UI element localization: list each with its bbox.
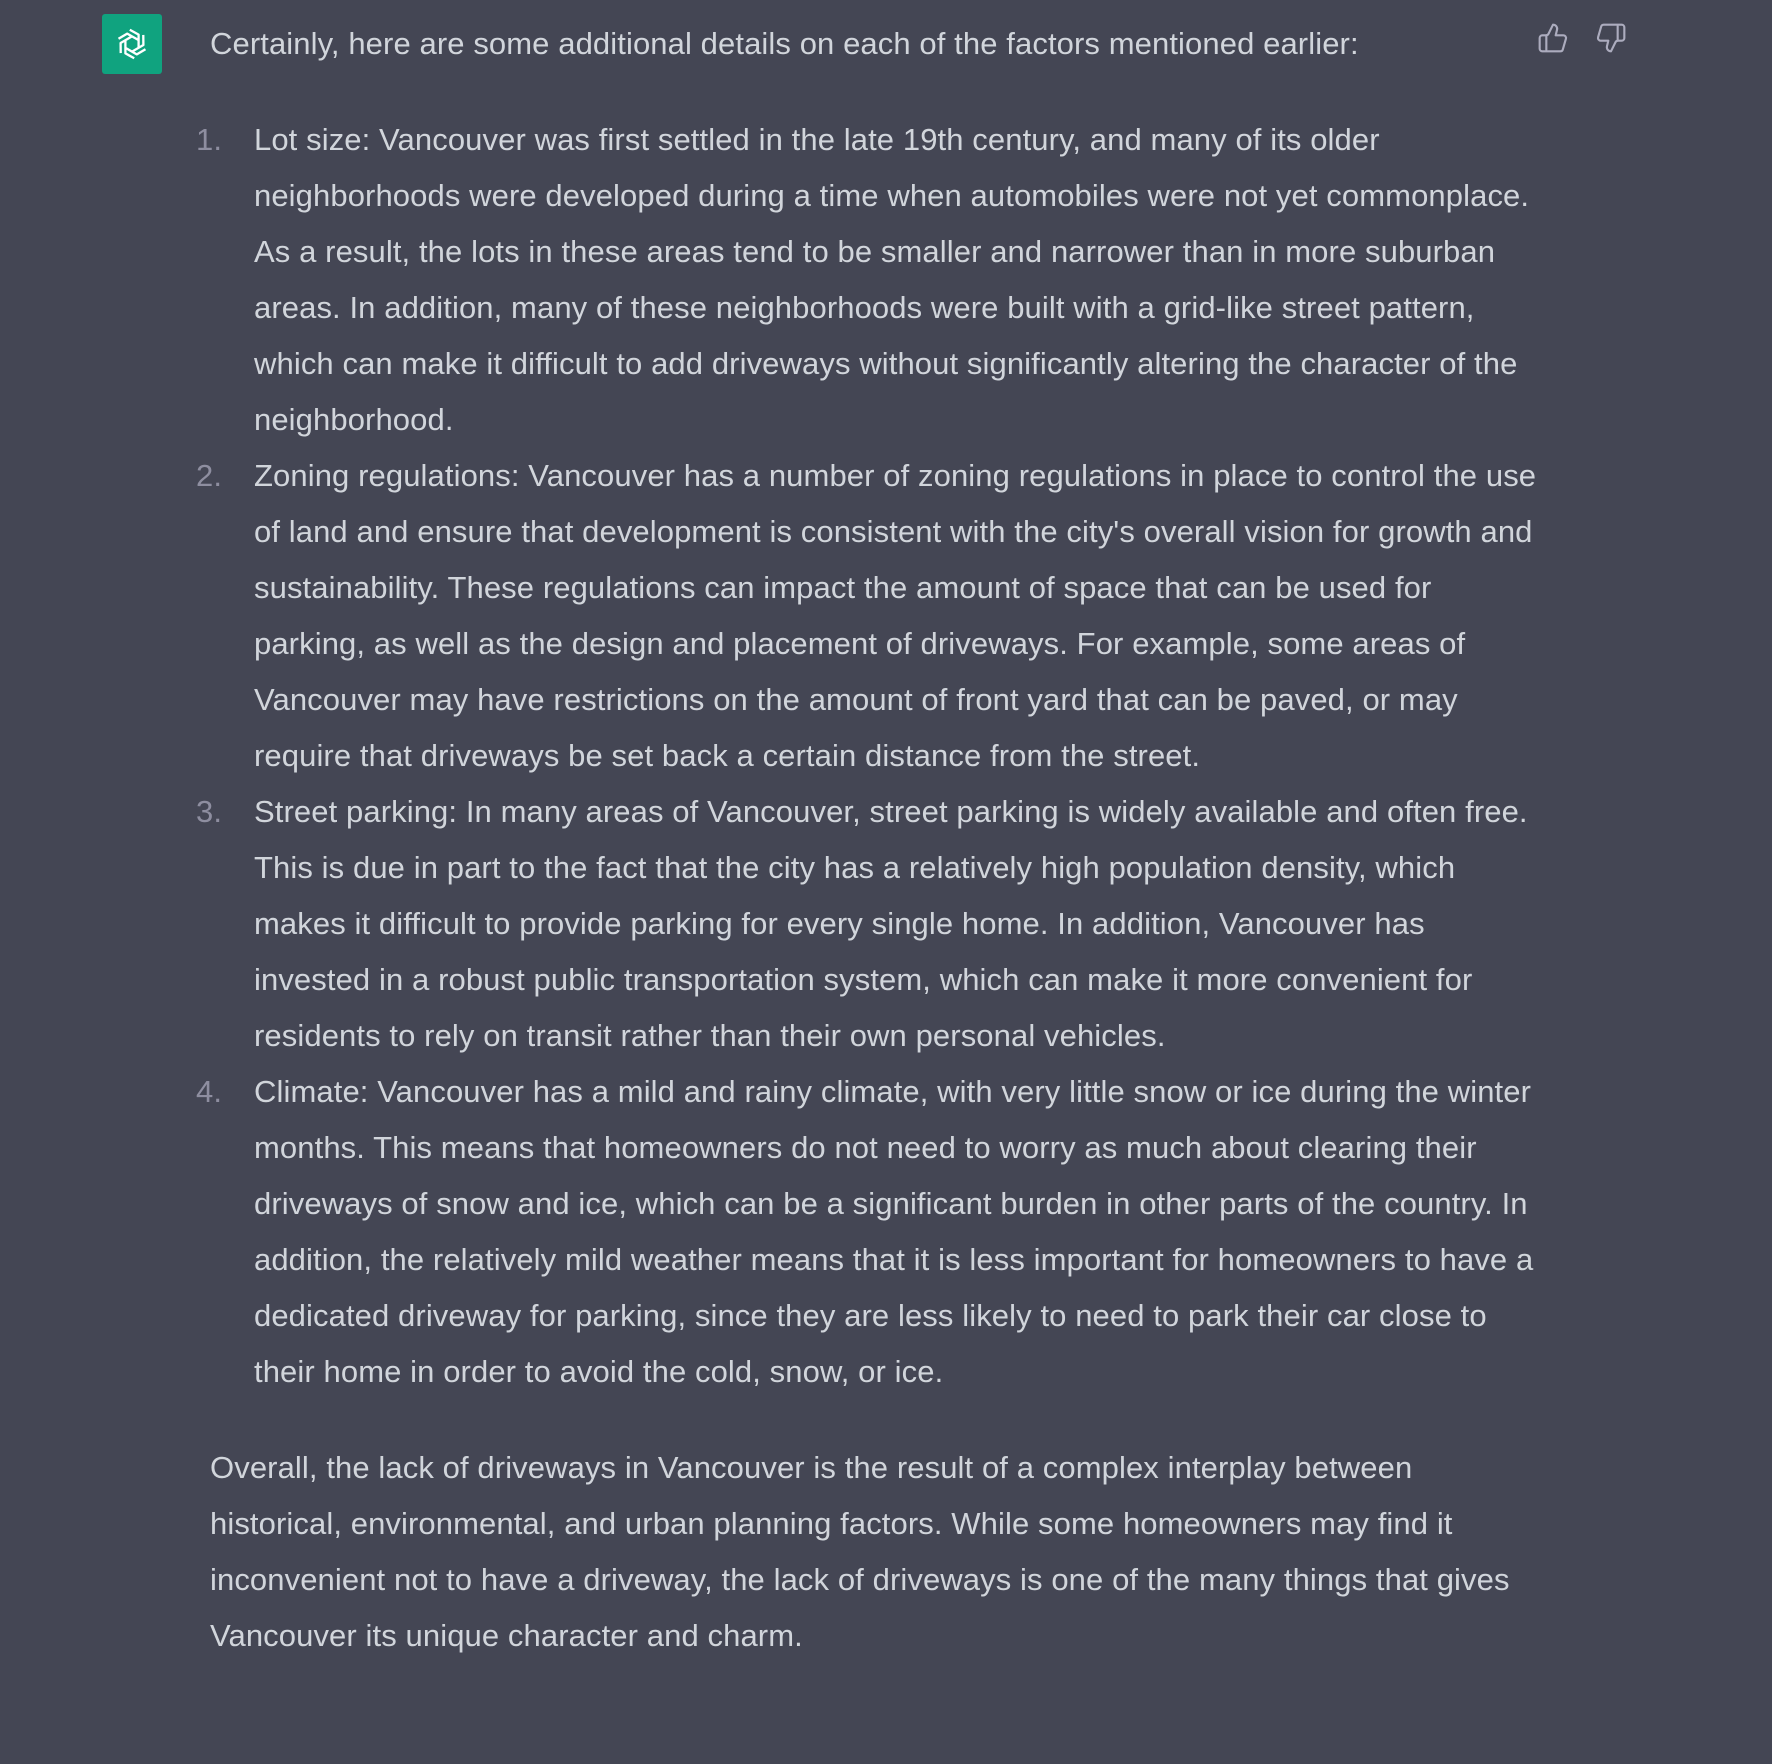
list-item (196, 784, 1540, 1064)
thumbs-down-icon (1595, 22, 1627, 54)
list-item-text: Street parking: In many areas of Vancouver, street parking is widely available and often free. This is due in part to the fact that the city has a relatively high population density, which makes it difficult to provide parking for every single home. In addition, Vancouver has invested in a robust public transportation system, which can make it more convenient for residents to rely on transit rather than their own personal vehicles. (254, 794, 1528, 1053)
list-item-number: 3. (196, 794, 223, 829)
list-item (196, 448, 1540, 784)
feedback-buttons (1536, 20, 1628, 56)
list-item-number: 4. (196, 1074, 223, 1109)
list-item-number: 1. (196, 122, 223, 157)
list-item-text: Lot size: Vancouver was first settled in the late 19th century, and many of its older neighborhoods were developed during a time when automobiles were not yet commonplace. As a result, the lots in these areas tend to be smaller and narrower than in more suburban areas. In addition, many of these neighborhoods were built with a grid-like street pattern, which can make it difficult to add driveways without significantly altering the character of the neighborhood. (254, 122, 1530, 437)
openai-logo-icon (110, 22, 154, 66)
thumbs-up-icon (1537, 22, 1569, 54)
thumbs-down-button[interactable] (1594, 20, 1628, 56)
message-content (196, 16, 1540, 1664)
list-item-text: Zoning regulations: Vancouver has a number of zoning regulations in place to control the use of land and ensure that development is consistent with the city's overall vision for growth and sustainability. These regulations can impact the amount of space that can be used for parking, as well as the design and placement of driveways. For example, some areas of Vancouver may have restrictions on the amount of front yard that can be paved, or may require that driveways be set back a certain distance from the street. (254, 458, 1537, 773)
message-intro: Certainly, here are some additional details on each of the factors mentioned earlier: (210, 26, 1359, 61)
message-conclusion: Overall, the lack of driveways in Vancouver is the result of a complex interplay between historical, environmental, and urban planning factors. While some homeowners may find it inconvenient not to have a driveway, the lack of driveways is one of the many things that gives Vancouver its unique character and charm. (210, 1450, 1510, 1653)
list-item-text: Climate: Vancouver has a mild and rainy climate, with very little snow or ice during the winter months. This means that homeowners do not need to worry as much about clearing their driveways of snow and ice, which can be a significant burden in other parts of the country. In addition, the relatively mild weather means that it is less important for homeowners to have a dedicated driveway for parking, since they are less likely to need to park their car close to their home in order to avoid the cold, snow, or ice. (254, 1074, 1534, 1389)
list-item-number: 2. (196, 458, 223, 493)
factors-list (196, 112, 1540, 1400)
thumbs-up-button[interactable] (1536, 20, 1570, 56)
assistant-avatar (102, 14, 162, 74)
list-item (196, 112, 1540, 448)
list-item (196, 1064, 1540, 1400)
